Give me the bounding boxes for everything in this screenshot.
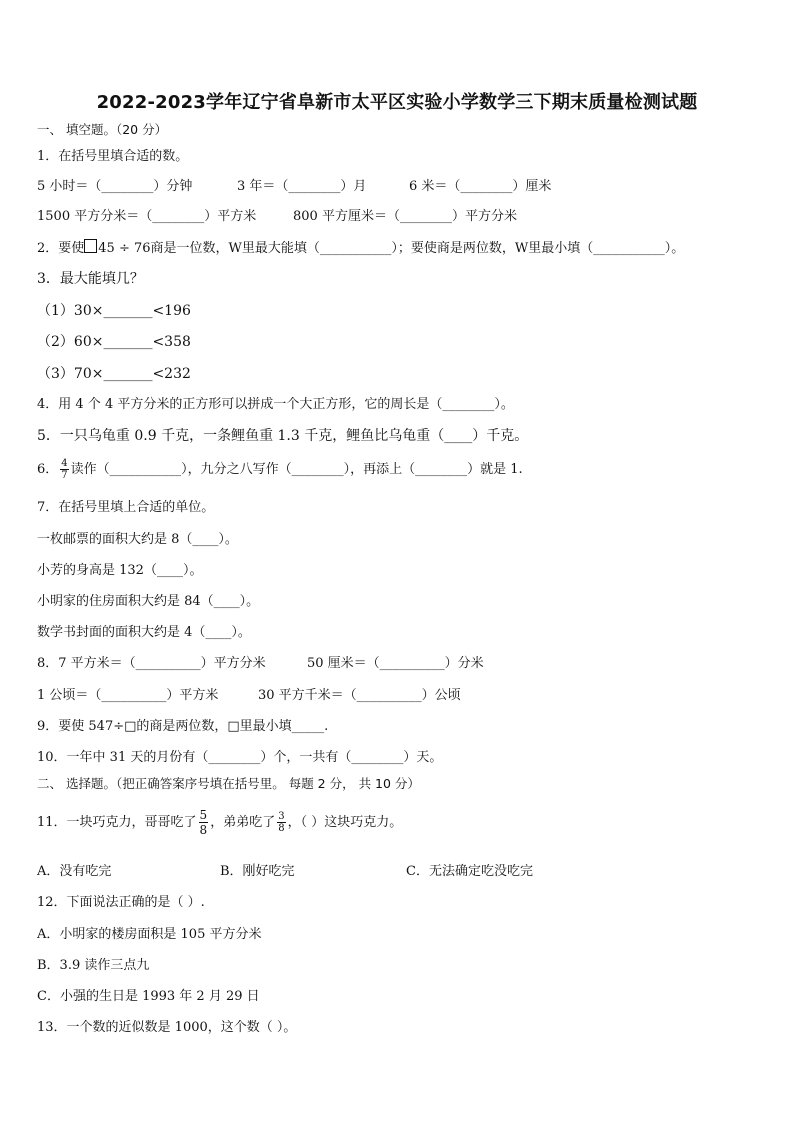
option-a[interactable]: A．小明家的楼房面积是 105 平方分米 [37,927,262,942]
fraction-four-sevenths [60,458,68,481]
question-3-stem: 3．最大能填几？ [37,271,144,287]
question-2 [37,239,684,258]
question-7-item-3: 小明家的住房面积大约是 84（____）。 [37,594,260,609]
question-7-item-4: 数学书封面的面积大约是 4（____）。 [37,625,251,640]
fraction-numerator: 3 [278,811,285,822]
section-1-heading: 一、 填空题。（20 分） [37,122,168,137]
blank-sqcm-to-sqdm: 800 平方厘米＝（________）平方分米 [293,209,517,224]
question-2-text: 商是一位数，W里最大能填（___________）；要使商是两位数，W里最小填（___________）。 [150,241,685,256]
fraction-five-eighths [199,808,209,837]
question-1-row-1 [37,178,551,196]
question-1-stem: 1．在括号里填合适的数。 [37,149,189,164]
question-5: 5．一只乌龟重 0.9 千克，一条鲤鱼重 1.3 千克，鲤鱼比乌龟重（____）千克。 [37,428,529,444]
fraction-three-eighths [277,811,285,834]
page-title: 2022-2023学年辽宁省阜新市太平区实验小学数学三下期末质量检测试题 [96,92,698,113]
question-6-prefix: 6． [37,462,59,477]
blank-meters-to-cm: 6 米＝（________）厘米 [409,179,552,194]
fraction-denominator: 8 [278,823,285,834]
question-11-options [37,863,533,881]
fraction-denominator: 8 [199,823,208,837]
option-c[interactable]: C．小强的生日是 1993 年 2 月 29 日 [37,989,260,1004]
blank-sqm-to-sqdm: 8．7 平方米＝（__________）平方分米 [37,656,266,671]
question-4: 4．用 4 个 4 平方分米的正方形可以拼成一个大正方形，它的周长是（________）。 [37,397,514,412]
blank-box [84,239,97,253]
question-2-prefix: 2．要使 [37,241,85,256]
question-3-item-2: （2）60×_______<358 [37,334,191,350]
fraction-numerator: 5 [199,808,208,822]
fraction-denominator: 7 [61,470,68,481]
question-2-expression: 45 ÷ 76 [98,241,151,256]
blank-cm-to-dm: 50 厘米＝（__________）分米 [307,656,484,671]
option-b[interactable]: B．刚好吃完 [220,864,295,879]
option-b[interactable]: B．3.9 读作三点九 [37,958,150,973]
question-6-text: 读作（___________），九分之八写作（________），再添上（________）就是 1. [70,462,523,477]
section-2-heading: 二、 选择题。（把正确答案序号填在括号里。 每题 2 分， 共 10 分） [37,776,420,791]
question-7-stem: 7．在括号里填上合适的单位。 [37,500,215,515]
question-7-item-1: 一枚邮票的面积大约是 8（____）。 [37,532,238,547]
option-c[interactable]: C．无法确定吃没吃完 [406,864,533,879]
question-11 [37,806,402,840]
blank-sqdm-to-sqm: 1500 平方分米＝（________）平方米 [37,209,257,224]
fraction-numerator: 4 [61,458,68,469]
question-11-prefix: 11．一块巧克力，哥哥吃了 [37,815,197,830]
question-6 [37,457,523,483]
question-11-middle: ，弟弟吃了 [210,815,276,830]
question-1-row-2 [37,208,517,226]
question-3-item-1: （1）30×_______<196 [37,303,191,319]
blank-hectare-to-sqm: 1 公顷＝（__________）平方米 [37,688,219,703]
question-8-row-2 [37,687,461,705]
option-a[interactable]: A．没有吃完 [37,864,112,879]
blank-sqkm-to-hectare: 30 平方千米＝（__________）公顷 [258,688,461,703]
question-11-suffix: ，（ ）这块巧克力。 [287,815,403,830]
question-3-item-3: （3）70×_______<232 [37,366,191,382]
blank-hours-to-minutes: 5 小时＝（________）分钟 [37,179,193,194]
question-10: 10．一年中 31 天的月份有（________）个，一共有（________）天。 [37,750,443,765]
question-13-stem: 13．一个数的近似数是 1000，这个数（ ）。 [37,1020,297,1035]
question-12-stem: 12．下面说法正确的是（ ）. [37,895,205,910]
question-7-item-2: 小芳的身高是 132（____）。 [37,563,203,578]
question-9: 9．要使 547÷□的商是两位数，□里最小填_____. [37,719,329,734]
blank-years-to-months: 3 年＝（________）月 [237,179,367,194]
question-8-row-1 [37,655,484,673]
